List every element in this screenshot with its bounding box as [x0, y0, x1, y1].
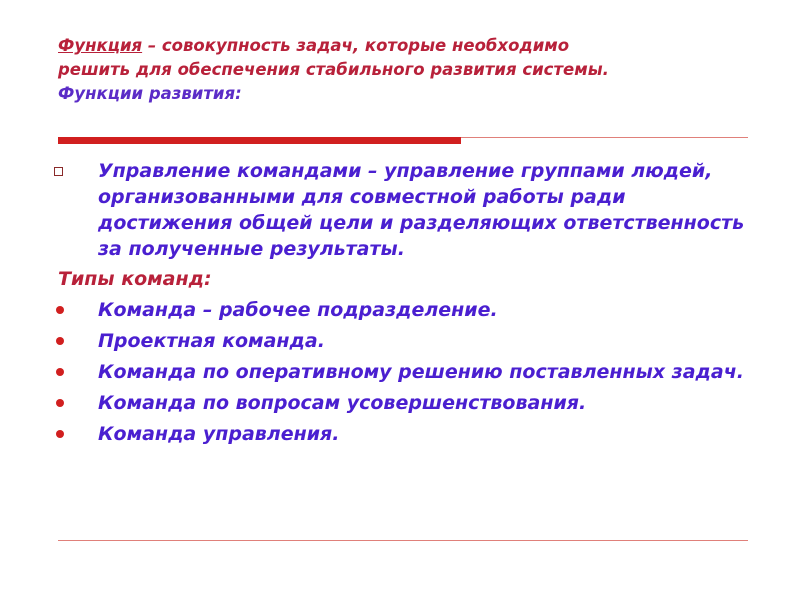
list-item-text: Команда по вопросам усовершенствования.	[98, 392, 587, 414]
list-item-text: Команда управления.	[98, 423, 340, 445]
list-item-text: Команда – рабочее подразделение.	[98, 299, 498, 321]
list-item	[52, 297, 752, 323]
bottom-divider	[58, 540, 748, 541]
lead-item-text: Управление командами – управление группами людей, организованными для совместной работы ради достижения общей цели и разделяющих ответственность за полученные результаты.	[98, 160, 745, 260]
list-item	[52, 421, 752, 447]
title-term: Функция	[58, 36, 143, 55]
slide-title	[58, 34, 758, 106]
slide-body	[52, 158, 752, 447]
team-types-list	[52, 297, 752, 447]
title-definition-line1: – совокупность задач, которые необходимо	[142, 36, 570, 55]
list-item	[52, 390, 752, 416]
types-heading: Типы команд:	[58, 268, 212, 290]
list-item	[52, 328, 752, 354]
list-item-text: Проектная команда.	[98, 330, 325, 352]
list-item-text: Команда по оперативному решению поставленных задач.	[98, 361, 744, 383]
list-item	[52, 359, 752, 385]
top-divider-thick	[58, 137, 461, 144]
title-definition-line2: решить для обеспечения стабильного развития системы.	[58, 60, 609, 79]
title-subheading: Функции развития:	[58, 84, 242, 103]
lead-item	[52, 158, 752, 262]
